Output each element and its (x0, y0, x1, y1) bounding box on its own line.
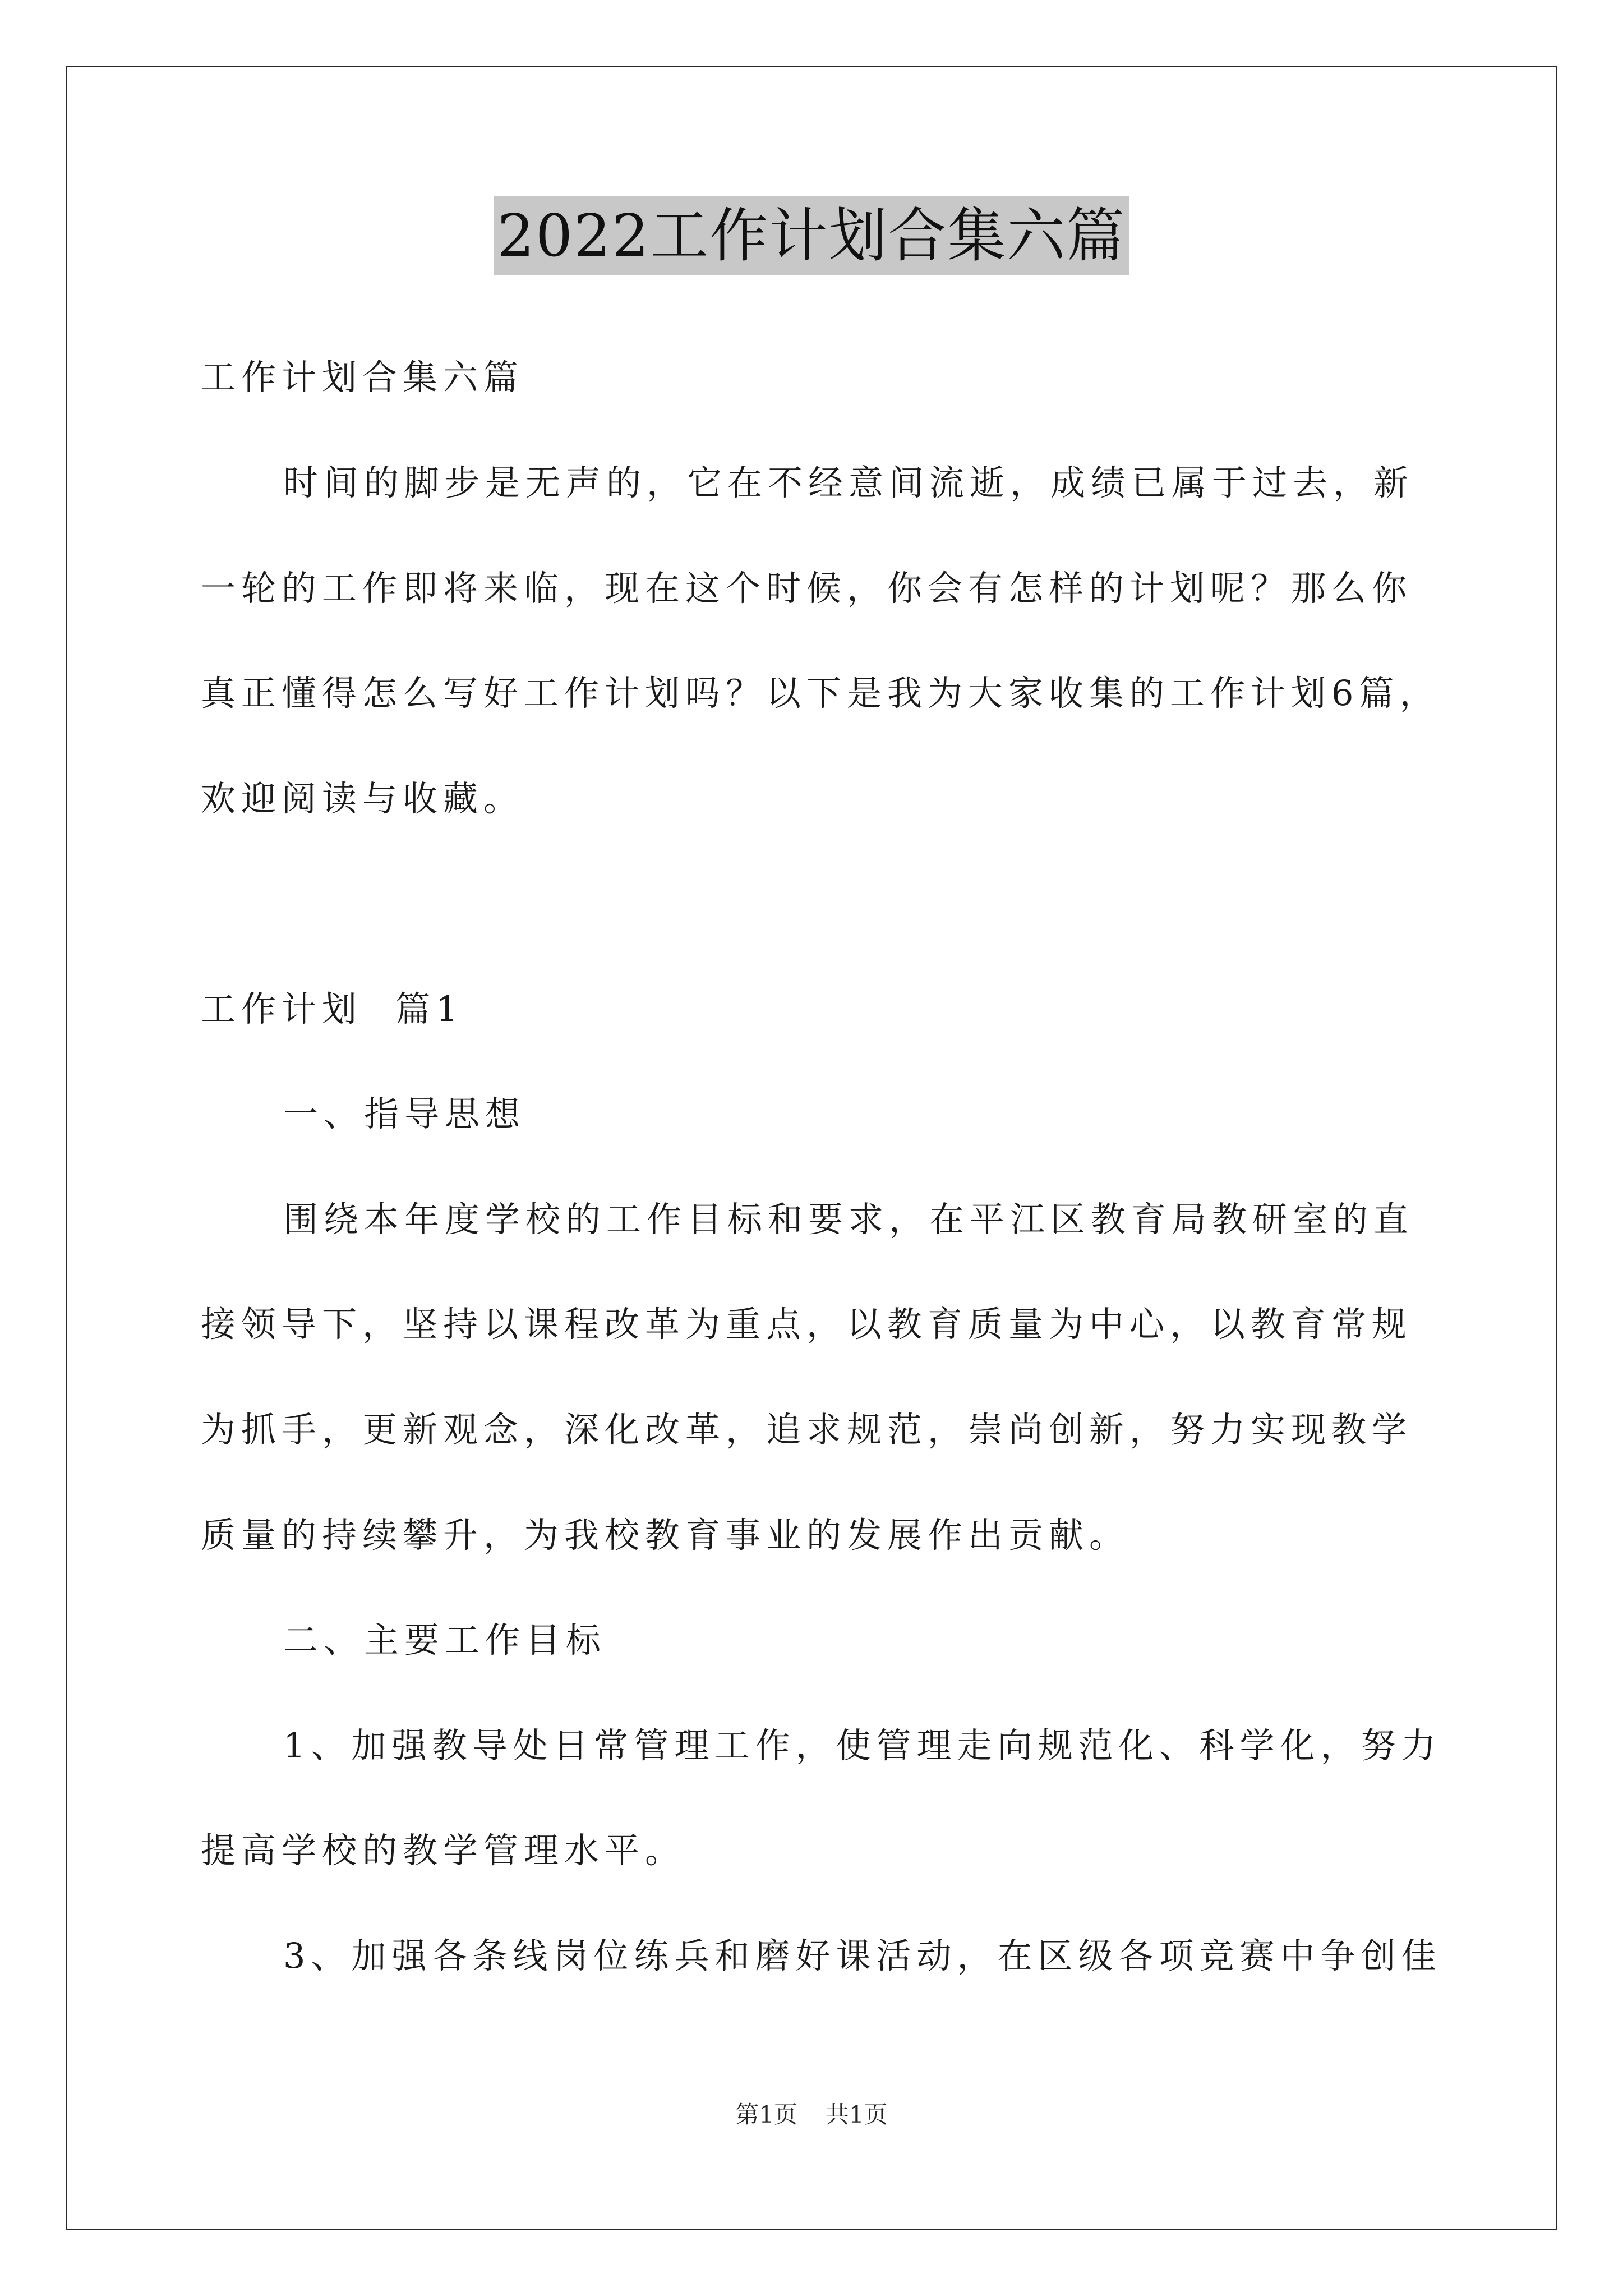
page-footer (0, 2101, 1623, 2129)
part1-line: 围绕本年度学校的工作目标和要求，在平江区教育局教研室的直 (283, 1199, 1414, 1240)
document-title: 2022工作计划合集六篇 (494, 196, 1129, 275)
intro-line: 一轮的工作即将来临，现在这个时候，你会有怎样的计划呢？那么你 (201, 568, 1413, 609)
item1-line: 提高学校的教学管理水平。 (201, 1830, 686, 1871)
subtitle: 工作计划合集六篇 (201, 357, 524, 398)
intro-line: 真正懂得怎么写好工作计划吗？以下是我为大家收集的工作计划6篇， (201, 673, 1440, 714)
part1-heading: 一、指导思想 (283, 1093, 526, 1134)
item1-line: 1、加强教导处日常管理工作，使管理走向规范化、科学化，努力 (283, 1725, 1442, 1766)
item3-line: 3、加强各条线岗位练兵和磨好课活动，在区级各项竞赛中争创佳 (283, 1935, 1442, 1976)
section-heading: 工作计划 篇1 (201, 988, 464, 1029)
part1-line: 为抓手，更新观念，深化改革，追求规范，崇尚创新，努力实现教学 (201, 1409, 1413, 1450)
page-number: 第1页 (735, 2101, 797, 2128)
part1-line: 接领导下，坚持以课程改革为重点，以教育质量为中心，以教育常规 (201, 1304, 1413, 1345)
page-total: 共1页 (826, 2101, 888, 2128)
intro-line: 时间的脚步是无声的，它在不经意间流逝，成绩已属于过去，新 (283, 462, 1414, 503)
title-container (0, 196, 1623, 275)
part2-heading: 二、主要工作目标 (283, 1619, 607, 1660)
part1-line: 质量的持续攀升，为我校教育事业的发展作出贡献。 (201, 1515, 1130, 1556)
intro-line: 欢迎阅读与收藏。 (201, 778, 524, 819)
